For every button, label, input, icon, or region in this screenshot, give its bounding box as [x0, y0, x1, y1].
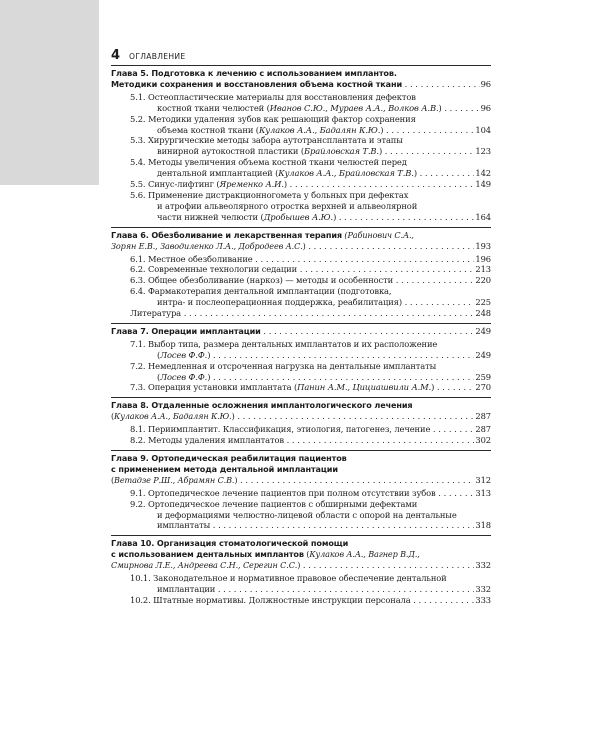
toc-entry-7-2-page: 259 [475, 371, 491, 382]
chapter-10-title-line-2: с использованием дентальных имплантов [111, 549, 304, 560]
toc-entry-10-2[interactable] [130, 595, 491, 606]
toc-entry-7-1-page: 249 [475, 349, 491, 360]
toc-editors: Кулаков А.А., Брайловская Т.В. [278, 168, 414, 179]
chapter-9-heading[interactable] [111, 453, 491, 486]
toc-editors: Лосев Ф.Ф. [160, 349, 208, 360]
chapter-5-title-line-1: Глава 5. Подготовка к лечению с использованием имплантов. [111, 68, 397, 78]
toc-editors: Лосев Ф.Ф. [160, 371, 208, 382]
chapter-7-page: 249 [475, 325, 491, 336]
toc-editors: Кулаков А.А., Бадалян К.Ю. [258, 124, 381, 135]
toc-text: ) [231, 411, 235, 422]
toc-text: ( [157, 371, 161, 382]
toc-entry-6-3-title: 6.3. Общее обезболивание (наркоз) — методы и особенности . . . [130, 275, 491, 286]
chapter-7-heading[interactable] [111, 326, 491, 337]
toc-entry-8-1[interactable] [130, 424, 491, 435]
toc-entry-8-2[interactable] [130, 435, 491, 446]
toc-text: ) [413, 168, 417, 179]
toc-text: имплантаты . . . [130, 520, 491, 531]
toc-entry-5-4-title: 5.4. Методы увеличения объема костной ткани челюстей перед [130, 157, 407, 168]
toc-editors: Зорян Е.В., Заводиленко Л.А., Добродеев А.С. [111, 240, 303, 251]
toc-entry-6-2[interactable] [130, 264, 491, 275]
toc-text: ) [234, 474, 238, 485]
toc-entry-9-1-title: 9.1. Ортопедическое лечение пациентов при полном отсутствии зубов . . . [130, 488, 491, 499]
toc-entry-5-6-title: 5.6. Применение дистракционногомета у больных при дефектах [130, 189, 409, 200]
toc-entry-6-1[interactable] [130, 254, 491, 265]
chapter-8-title: Глава 8. Отдаленные осложнения имплантологического лечения [111, 400, 413, 411]
chapter-6-page: 193 [475, 240, 491, 251]
toc-entry-9-2-title: 9.2. Ортопедическое лечение пациентов с обширными дефектами [130, 498, 418, 509]
toc-editors: Панин А.М., Цициашвили А.М. [297, 382, 432, 393]
toc-entry-6-1-page: 196 [475, 253, 491, 264]
chapter-5-title-line-2: Методики сохранения и восстановления объема костной ткани . . . [111, 79, 491, 90]
toc-text: ) [297, 560, 301, 571]
toc-entry-9-1[interactable] [130, 488, 491, 499]
toc-entry-6-2-title: 6.2. Современные технологии седации . . . [130, 264, 491, 275]
toc-entry-5-5-title: 5.5. Синус-лифтинг ( [130, 179, 220, 190]
toc-entry-5-3[interactable] [130, 135, 491, 157]
toc-entry-7-3-title: 7.3. Операция установки имплантата ( [130, 382, 298, 393]
table-of-contents [111, 65, 491, 610]
chapter-6-title: Глава 6. Обезболивание и лекарственная терапия [111, 229, 342, 240]
toc-entry-literature-title: Литература . . . [130, 308, 491, 319]
toc-entry-6-3-page: 220 [475, 275, 491, 286]
toc-editors: Иванов С.Ю., Мураев А.А., Волков А.В. [269, 102, 439, 113]
toc-entry-9-1-page: 313 [475, 487, 491, 498]
toc-entry-8-2-title: 8.2. Методы удаления имплантатов . . . [130, 435, 491, 446]
toc-entry-9-2-page: 318 [475, 520, 491, 531]
toc-text: части нижней челюсти ( [157, 211, 264, 222]
toc-text: и атрофии альвеолярного отростка верхней и альвеолярной [157, 200, 418, 211]
toc-editors: Ветадзе Р.Ш., Абрамян С.В. [114, 474, 235, 485]
toc-text: ) [333, 211, 337, 222]
toc-entry-7-3-page: 270 [475, 382, 491, 393]
toc-text: ( [111, 474, 115, 485]
toc-text: ( [111, 411, 115, 422]
chapter-5-heading[interactable] [111, 68, 491, 90]
toc-text: ) [378, 146, 383, 157]
toc-text: винирной аутокостной пластики ( [157, 146, 305, 157]
toc-text: ( [341, 229, 348, 240]
chapter-9-title-line-2: с применением метода дентальной имплантации [111, 463, 338, 474]
toc-entry-5-2-page: 104 [475, 124, 491, 135]
toc-entry-7-1[interactable] [130, 339, 491, 361]
chapter-7 [111, 323, 491, 393]
toc-text: объема костной ткани ( [157, 124, 259, 135]
toc-entry-5-3-title: 5.3. Хирургические методы забора аутотрансплантата и этапы [130, 135, 403, 146]
toc-entry-5-2[interactable] [130, 114, 491, 136]
toc-entry-literature[interactable] [130, 308, 491, 319]
toc-entry-5-1-title: 5.1. Остеопластические материалы для восстановления дефектов [130, 91, 416, 102]
toc-entry-9-2[interactable] [130, 499, 491, 532]
toc-entry-8-1-page: 287 [475, 424, 491, 435]
chapter-10-page: 332 [475, 560, 491, 571]
toc-text: ) [380, 124, 384, 135]
chapter-5-page: 96 [480, 78, 491, 89]
toc-entry-10-2-page: 333 [475, 594, 491, 605]
toc-editors: Рабинович С.А., [347, 229, 414, 240]
running-title: ОГЛАВЛЕНИЕ [129, 52, 186, 61]
toc-entry-10-1-page: 332 [475, 583, 491, 594]
chapter-10-title-line-1: Глава 10. Организация стоматологической помощи [111, 538, 349, 549]
chapter-10 [111, 535, 491, 605]
toc-editors: Смирнова Л.Е., Андреева С.Н., Серегин С.С. [111, 560, 298, 571]
chapter-8-heading[interactable] [111, 400, 491, 422]
chapter-5 [111, 65, 491, 223]
toc-text: ) [207, 371, 211, 382]
toc-text: ) [207, 349, 211, 360]
toc-text: ( [303, 549, 310, 560]
toc-text: дентальной имплантацией ( [157, 168, 279, 179]
toc-text: костной ткани челюстей ( [157, 102, 270, 113]
toc-entry-6-4-page: 225 [475, 297, 491, 308]
toc-text: ) [438, 102, 442, 113]
toc-editors: Яременко А.И. [219, 179, 284, 190]
toc-text: ) [431, 382, 435, 393]
toc-entry-6-2-page: 213 [475, 264, 491, 275]
toc-entry-10-1[interactable] [130, 573, 491, 595]
chapter-10-heading[interactable] [111, 538, 491, 571]
toc-entry-7-3[interactable] [130, 382, 491, 393]
toc-entry-5-5-page: 149 [475, 179, 491, 190]
toc-text: имплантации . . . [130, 584, 491, 595]
toc-entry-6-4[interactable] [130, 286, 491, 308]
toc-entry-7-2-title: 7.2. Немедленная и отсроченная нагрузка на дентальные имплантаты [130, 360, 437, 371]
toc-entry-10-2-title: 10.2. Штатные нормативы. Должностные инструкции персонала . . . [130, 595, 491, 606]
toc-editors: Кулаков А.А., Бадалян К.Ю. [114, 411, 232, 422]
toc-entry-6-4-title: 6.4. Фармакотерапия дентальной имплантации (подготовка, [130, 286, 392, 297]
toc-text: и деформациями челюстно-лицевой области с опорой на дентальные [157, 509, 457, 520]
chapter-8 [111, 397, 491, 446]
toc-editors: Кулаков А.А., Вагнер В.Д., [309, 549, 420, 560]
toc-entry-5-6[interactable] [130, 190, 491, 223]
toc-entry-5-3-page: 123 [475, 146, 491, 157]
toc-entry-5-2-title: 5.2. Методики удаления зубов как решающий фактор сохранения [130, 113, 416, 124]
toc-entry-literature-page: 248 [475, 308, 491, 319]
toc-entry-10-1-title: 10.1. Законодательное и нормативное правовое обеспечение дентальной [130, 573, 447, 584]
page-header [111, 48, 185, 63]
toc-text: ) [302, 240, 306, 251]
page-number: 4 [111, 48, 121, 63]
toc-entry-6-1-title: 6.1. Местное обезболивание . . . [130, 254, 491, 265]
chapter-9-title-line-1: Глава 9. Ортопедическая реабилитация пациентов [111, 453, 347, 463]
toc-entry-5-1[interactable] [130, 92, 491, 114]
chapter-9-page: 312 [475, 474, 491, 485]
toc-text: ) [283, 179, 288, 190]
toc-entry-5-4-page: 142 [475, 168, 491, 179]
chapter-6 [111, 227, 491, 319]
toc-entry-5-6-page: 164 [475, 211, 491, 222]
toc-text: ( [157, 349, 161, 360]
toc-entry-8-2-page: 302 [475, 435, 491, 446]
gray-margin-tab [0, 0, 99, 185]
toc-entry-7-2[interactable] [130, 361, 491, 383]
toc-entry-5-5[interactable] [130, 179, 491, 190]
toc-text: интра- и послеоперационная поддержка, реабилитация) . . . [130, 297, 491, 308]
toc-entry-7-1-title: 7.1. Выбор типа, размера дентальных имплантатов и их расположение [130, 338, 438, 349]
chapter-9 [111, 450, 491, 531]
toc-editors: Брайловская Т.В. [304, 146, 379, 157]
chapter-6-heading[interactable] [111, 230, 491, 252]
toc-entry-5-1-page: 96 [480, 102, 491, 113]
toc-entry-6-3[interactable] [130, 275, 491, 286]
toc-entry-5-4[interactable] [130, 157, 491, 179]
toc-editors: Дробышев А.Ю. [263, 211, 334, 222]
chapter-8-page: 287 [475, 411, 491, 422]
toc-entry-8-1-title: 8.1. Периимплантит. Классификация, этиология, патогенез, лечение . . . [130, 424, 491, 435]
chapter-7-title: Глава 7. Операции имплантации . . . [111, 326, 491, 337]
